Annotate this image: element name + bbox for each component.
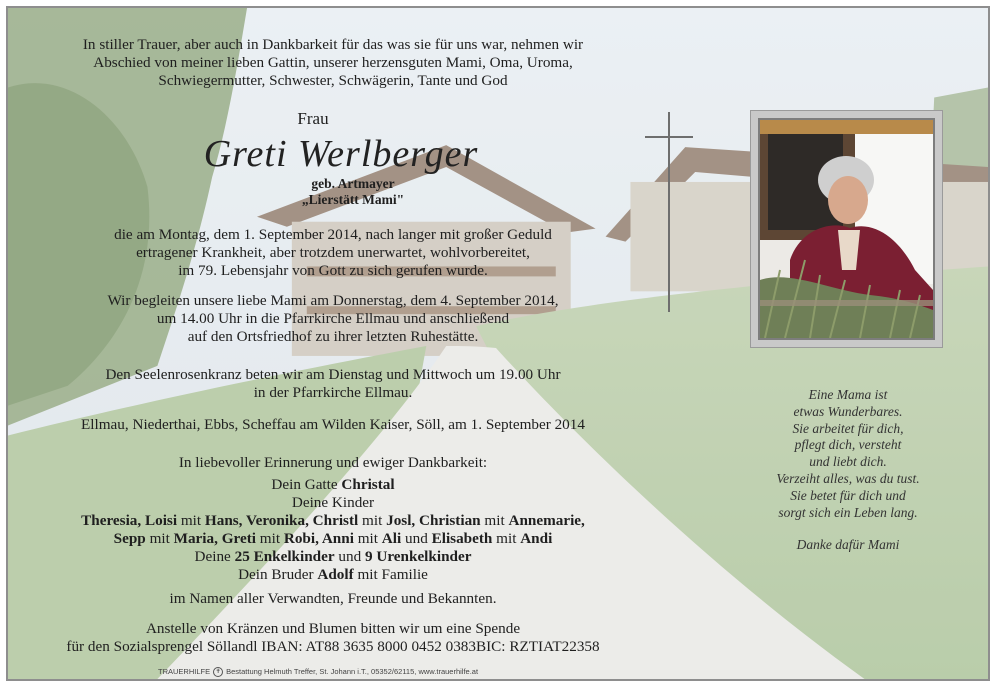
family-names: Sepp (113, 530, 146, 547)
connector: mit (145, 530, 174, 547)
connector: und (401, 530, 432, 547)
intro-line: Schwiegermutter, Schwester, Schwägerin, Tante und God (158, 72, 508, 89)
poem-line: Sie arbeitet für dich, (792, 420, 904, 436)
grandchildren-line (8, 548, 658, 566)
remembrance-line: In liebevoller Erinnerung und ewiger Dankbarkeit: (178, 454, 488, 471)
poem-line: Eine Mama ist (808, 387, 888, 402)
undertaker-logo-icon: ✝ (213, 667, 223, 677)
great-grandchildren-count: 9 Urenkelkinder (364, 548, 472, 565)
connector: mit (353, 530, 382, 547)
family-names: Josl, Christian (386, 512, 481, 529)
brother-name: Adolf (317, 566, 354, 583)
undertaker-footer (158, 667, 558, 677)
death-notice (8, 226, 658, 280)
portrait-photo (758, 118, 935, 340)
cross-icon-bar (645, 136, 693, 138)
intro-line: In stiller Trauer, aber auch in Dankbarkeit für das was sie für uns war, nehmen wir (82, 36, 584, 53)
family-names: Maria, Greti (173, 530, 256, 547)
poem-line: Verzeiht alles, was du tust. (776, 470, 920, 486)
deceased-name: Greti Werlberger (203, 133, 479, 175)
others-line: im Namen aller Verwandten, Freunde und Bekannten. (169, 590, 497, 607)
funeral-line: um 14.00 Uhr in die Pfarrkirche Ellmau und anschließend (156, 310, 510, 327)
poem-line: und liebt dich. (809, 454, 887, 470)
obituary-card (6, 6, 990, 681)
husband-prefix: Dein Gatte (271, 476, 342, 493)
honorific: Frau (297, 109, 329, 128)
husband-name: Christal (341, 476, 395, 493)
donation-line: für den Sozialsprengel Söllandl IBAN: AT88 3635 8000 0452 0383BIC: RZTIAT22358 (66, 638, 600, 655)
family-names: Theresia, Loisi (81, 512, 178, 529)
connector: mit (177, 512, 205, 529)
connector: Dein Bruder (238, 566, 318, 583)
rosary-notice (8, 366, 658, 402)
family-names: Andi (520, 530, 553, 547)
rosary-line: Den Seelenrosenkranz beten wir am Dienstag und Mittwoch um 19.00 Uhr (105, 366, 561, 383)
rosary-line: in der Pfarrkirche Ellmau. (253, 384, 413, 401)
connector: mit (358, 512, 387, 529)
family-names: Robi, Anni (283, 530, 354, 547)
poem-line: Sie betet für dich und (790, 487, 906, 503)
death-line: die am Montag, dem 1. September 2014, nach langer mit großer Geduld (114, 226, 552, 243)
poem-line: sorgt sich ein Leben lang. (778, 504, 918, 520)
family-names: Hans, Veronika, Christl (204, 512, 359, 529)
husband-line (8, 476, 658, 494)
funeral-line: Wir begleiten unsere liebe Mami am Donnerstag, dem 4. September 2014, (107, 292, 559, 309)
place-date: Ellmau, Niederthai, Ebbs, Scheffau am Wilden Kaiser, Söll, am 1. September 2014 (81, 416, 585, 433)
cross-icon (668, 112, 670, 312)
brother-line (8, 566, 658, 584)
portrait-frame (750, 110, 943, 348)
death-line: im 79. Lebensjahr von Gott zu sich gerufen wurde. (178, 262, 488, 279)
poem (748, 387, 948, 554)
undertaker-brand: TRAUERHILFE (158, 667, 211, 676)
poem-line: etwas Wunderbares. (793, 403, 903, 419)
donation-notice (8, 620, 658, 656)
connector: mit (480, 512, 509, 529)
connector: mit (256, 530, 284, 547)
family-names: Ali (381, 530, 402, 547)
family-names: Annemarie, (508, 512, 585, 529)
nickname: „Lierstätt Mami" (301, 192, 405, 207)
connector: Deine (194, 548, 235, 565)
children-line-2 (8, 530, 658, 548)
intro-line: Abschied von meiner lieben Gattin, unserer herzensguten Mami, Oma, Uroma, (93, 54, 573, 71)
family-names: Elisabeth (431, 530, 493, 547)
death-line: ertragener Krankheit, aber trotzdem unerwartet, wohlvorbereitet, (136, 244, 530, 261)
maiden-name: geb. Artmayer (311, 176, 395, 191)
grandchildren-count: 25 Enkelkinder (234, 548, 335, 565)
connector: mit (492, 530, 521, 547)
undertaker-contact: Bestattung Helmuth Treffer, St. Johann i.T., 05352/62115, www.trauerhilfe.at (226, 667, 479, 676)
funeral-line: auf den Ortsfriedhof zu ihrer letzten Ruhestätte. (187, 328, 479, 345)
portrait-illustration (760, 120, 933, 338)
connector: mit Familie (353, 566, 428, 583)
intro-text (8, 36, 658, 90)
children-heading: Deine Kinder (291, 494, 375, 511)
children-line-1 (8, 512, 658, 530)
donation-line: Anstelle von Kränzen und Blumen bitten wir um eine Spende (145, 620, 521, 637)
connector: und (334, 548, 365, 565)
poem-closing: Danke dafür Mami (796, 537, 900, 553)
poem-line: pflegt dich, versteht (794, 437, 902, 453)
family-list (8, 476, 658, 584)
funeral-notice (8, 292, 658, 346)
